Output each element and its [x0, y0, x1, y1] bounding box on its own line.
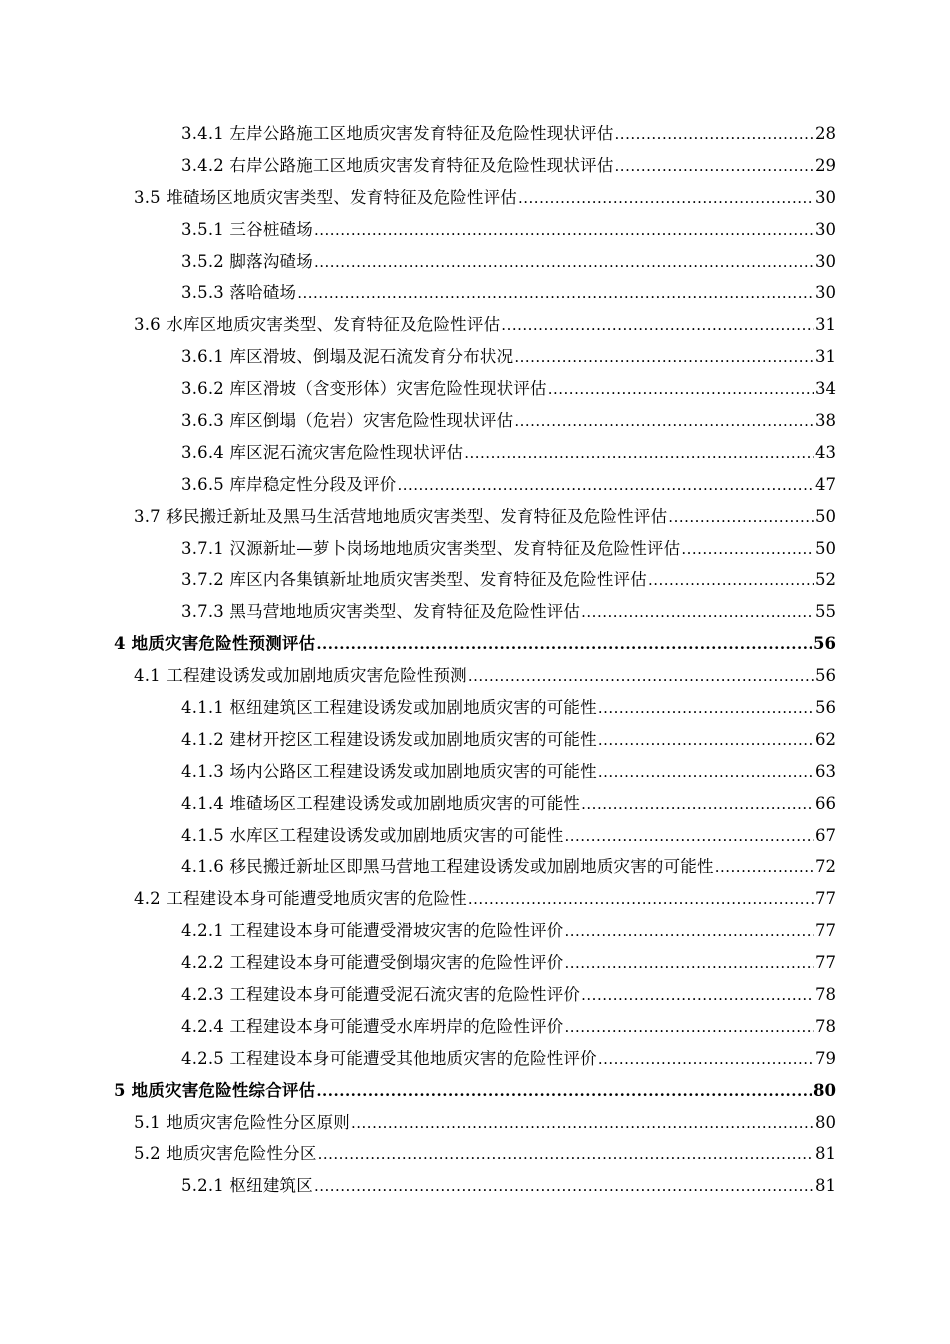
- toc-entry-line: [181, 694, 836, 718]
- toc-page-number: 80: [815, 1112, 836, 1132]
- toc-page-number: 38: [815, 410, 836, 430]
- toc-entry-line: [181, 152, 836, 176]
- toc-dot-leader: [314, 221, 814, 239]
- toc-entry[interactable]: [0, 786, 950, 818]
- toc-entry-line: [181, 853, 836, 877]
- toc-entry[interactable]: [0, 818, 950, 850]
- toc-entry-line: [114, 1077, 836, 1101]
- toc-page-number: 67: [815, 825, 836, 845]
- toc-entry[interactable]: [0, 244, 950, 276]
- toc-entry-title: 5.2.1 枢纽建筑区: [181, 1176, 313, 1196]
- toc-entry-line: [181, 949, 836, 973]
- toc-entry-title: 3.6 水库区地质灾害类型、发育特征及危险性评估: [134, 315, 501, 335]
- toc-entry[interactable]: [0, 690, 950, 722]
- toc-page-number: 80: [813, 1080, 836, 1100]
- toc-dot-leader: [351, 1114, 814, 1132]
- table-of-contents: [0, 116, 950, 1200]
- toc-dot-leader: [514, 412, 814, 430]
- toc-entry[interactable]: [0, 1105, 950, 1137]
- toc-entry-title: 4.2.3 工程建设本身可能遭受泥石流灾害的危险性评价: [181, 984, 581, 1004]
- toc-dot-leader: [564, 827, 814, 845]
- toc-page-number: 31: [815, 347, 836, 367]
- toc-entry-line: [181, 822, 836, 846]
- toc-page-number: 30: [815, 219, 836, 239]
- toc-entry-title: 3.6.5 库岸稳定性分段及评价: [181, 474, 397, 494]
- toc-entry-title: 3.5.2 脚落沟碴场: [181, 251, 313, 271]
- toc-entry-title: 3.4.2 右岸公路施工区地质灾害发育特征及危险性现状评估: [181, 155, 614, 175]
- toc-page-number: 78: [815, 984, 836, 1004]
- toc-entry-line: [181, 1172, 836, 1196]
- toc-dot-leader: [681, 540, 814, 558]
- toc-entry-title: 3.6.3 库区倒塌（危岩）灾害危险性现状评估: [181, 410, 514, 430]
- toc-entry[interactable]: [0, 754, 950, 786]
- toc-dot-leader: [468, 890, 814, 908]
- toc-entry-line: [181, 216, 836, 240]
- toc-dot-leader: [598, 763, 814, 781]
- toc-entry-title: 3.7.3 黑马营地地质灾害类型、发育特征及危险性评估: [181, 602, 581, 622]
- toc-dot-leader: [564, 1018, 814, 1036]
- toc-entry[interactable]: [0, 339, 950, 371]
- toc-dot-leader: [316, 635, 812, 653]
- toc-entry-line: [181, 598, 836, 622]
- toc-entry-line: [181, 1013, 836, 1037]
- toc-entry[interactable]: [0, 499, 950, 531]
- toc-entry-line: [181, 917, 836, 941]
- toc-entry[interactable]: [0, 881, 950, 913]
- toc-entry[interactable]: [0, 403, 950, 435]
- toc-page-number: 28: [815, 123, 836, 143]
- toc-entry[interactable]: [0, 1137, 950, 1169]
- toc-entry-line: [181, 407, 836, 431]
- toc-entry-line: [181, 726, 836, 750]
- toc-entry-line: [181, 343, 836, 367]
- toc-entry-title: 3.6.4 库区泥石流灾害危险性现状评估: [181, 442, 464, 462]
- toc-entry-line: [114, 630, 836, 654]
- toc-page-number: 50: [815, 538, 836, 558]
- toc-entry-title: 4.2 工程建设本身可能遭受地质灾害的危险性: [134, 889, 467, 909]
- toc-entry-title: 3.5 堆碴场区地质灾害类型、发育特征及危险性评估: [134, 187, 517, 207]
- toc-entry[interactable]: [0, 531, 950, 563]
- toc-entry[interactable]: [0, 180, 950, 212]
- toc-entry[interactable]: [0, 1073, 950, 1105]
- toc-page-number: 78: [815, 1016, 836, 1036]
- toc-dot-leader: [397, 476, 814, 494]
- toc-entry-title: 4.1 工程建设诱发或加剧地质灾害危险性预测: [134, 666, 467, 686]
- toc-entry-line: [181, 439, 836, 463]
- toc-entry-line: [181, 566, 836, 590]
- toc-dot-leader: [648, 571, 814, 589]
- toc-entry[interactable]: [0, 435, 950, 467]
- toc-entry-title: 3.5.1 三谷桩碴场: [181, 219, 313, 239]
- toc-entry[interactable]: [0, 212, 950, 244]
- toc-dot-leader: [314, 253, 814, 271]
- toc-entry-line: [134, 885, 836, 909]
- toc-entry-title: 4.2.1 工程建设本身可能遭受滑坡灾害的危险性评价: [181, 921, 564, 941]
- toc-page-number: 66: [815, 793, 836, 813]
- toc-entry-title: 4.1.5 水库区工程建设诱发或加剧地质灾害的可能性: [181, 825, 564, 845]
- toc-entry-title: 4.1.4 堆碴场区工程建设诱发或加剧地质灾害的可能性: [181, 793, 581, 813]
- toc-entry-title: 3.7 移民搬迁新址及黑马生活营地地质灾害类型、发育特征及危险性评估: [134, 506, 668, 526]
- toc-page-number: 30: [815, 283, 836, 303]
- toc-entry-line: [134, 503, 836, 527]
- toc-page-number: 52: [815, 570, 836, 590]
- toc-entry[interactable]: [0, 626, 950, 658]
- toc-dot-leader: [297, 284, 814, 302]
- toc-page-number: 43: [815, 442, 836, 462]
- toc-page-number: 31: [815, 315, 836, 335]
- toc-entry[interactable]: [0, 658, 950, 690]
- toc-entry[interactable]: [0, 945, 950, 977]
- toc-entry-title: 5.1 地质灾害危险性分区原则: [134, 1112, 350, 1132]
- toc-entry-line: [181, 279, 836, 303]
- toc-dot-leader: [598, 1050, 814, 1068]
- toc-entry-line: [181, 120, 836, 144]
- toc-page-number: 56: [815, 666, 836, 686]
- toc-entry-line: [181, 790, 836, 814]
- toc-entry-title: 3.7.2 库区内各集镇新址地质灾害类型、发育特征及危险性评估: [181, 570, 647, 590]
- toc-entry-title: 3.6.2 库区滑坡（含变形体）灾害危险性现状评估: [181, 379, 547, 399]
- toc-entry[interactable]: [0, 116, 950, 148]
- toc-dot-leader: [314, 1177, 814, 1195]
- toc-entry-line: [134, 1109, 836, 1133]
- toc-entry[interactable]: [0, 977, 950, 1009]
- toc-page-number: 72: [815, 857, 836, 877]
- toc-dot-leader: [548, 380, 814, 398]
- toc-dot-leader: [615, 157, 814, 175]
- toc-page-number: 29: [815, 155, 836, 175]
- toc-dot-leader: [564, 922, 814, 940]
- toc-entry[interactable]: [0, 307, 950, 339]
- toc-entry[interactable]: [0, 371, 950, 403]
- toc-entry-line: [181, 471, 836, 495]
- toc-page-number: 77: [815, 953, 836, 973]
- toc-entry-title: 4.1.2 建材开挖区工程建设诱发或加剧地质灾害的可能性: [181, 729, 597, 749]
- toc-entry[interactable]: [0, 1168, 950, 1200]
- toc-entry-line: [134, 662, 836, 686]
- toc-page-number: 56: [815, 697, 836, 717]
- toc-dot-leader: [598, 699, 814, 717]
- toc-entry[interactable]: [0, 562, 950, 594]
- toc-page-number: 34: [815, 379, 836, 399]
- toc-entry[interactable]: [0, 913, 950, 945]
- toc-page-number: 50: [815, 506, 836, 526]
- toc-entry-title: 5 地质灾害危险性综合评估: [114, 1080, 316, 1100]
- toc-entry-line: [181, 535, 836, 559]
- toc-dot-leader: [581, 795, 814, 813]
- toc-page-number: 77: [815, 921, 836, 941]
- toc-entry-line: [134, 184, 836, 208]
- toc-entry-line: [181, 981, 836, 1005]
- toc-entry-title: 4.1.1 枢纽建筑区工程建设诱发或加剧地质灾害的可能性: [181, 697, 597, 717]
- toc-page-number: 47: [815, 474, 836, 494]
- toc-page-number: 56: [813, 634, 836, 654]
- toc-entry[interactable]: [0, 1009, 950, 1041]
- toc-entry-title: 5.2 地质灾害危险性分区: [134, 1144, 317, 1164]
- toc-page-number: 30: [815, 187, 836, 207]
- toc-entry-title: 4.1.6 移民搬迁新址区即黑马营地工程建设诱发或加剧地质灾害的可能性: [181, 857, 714, 877]
- toc-dot-leader: [581, 986, 814, 1004]
- toc-entry[interactable]: [0, 467, 950, 499]
- toc-dot-leader: [316, 1082, 812, 1100]
- toc-entry-title: 4.1.3 场内公路区工程建设诱发或加剧地质灾害的可能性: [181, 761, 597, 781]
- toc-dot-leader: [581, 603, 814, 621]
- toc-dot-leader: [518, 189, 814, 207]
- toc-entry-line: [181, 375, 836, 399]
- toc-dot-leader: [514, 348, 814, 366]
- toc-page-number: 81: [815, 1144, 836, 1164]
- toc-page-number: 62: [815, 729, 836, 749]
- toc-dot-leader: [318, 1145, 814, 1163]
- toc-entry-title: 4.2.4 工程建设本身可能遭受水库坍岸的危险性评价: [181, 1016, 564, 1036]
- toc-entry[interactable]: [0, 275, 950, 307]
- toc-dot-leader: [668, 508, 814, 526]
- toc-entry-line: [181, 1045, 836, 1069]
- toc-entry-title: 3.6.1 库区滑坡、倒塌及泥石流发育分布状况: [181, 347, 514, 367]
- toc-entry[interactable]: [0, 594, 950, 626]
- toc-entry[interactable]: [0, 849, 950, 881]
- toc-entry-line: [181, 248, 836, 272]
- toc-entry-title: 3.5.3 落哈碴场: [181, 283, 297, 303]
- toc-dot-leader: [501, 316, 814, 334]
- toc-entry-title: 3.7.1 汉源新址—萝卜岗场地地质灾害类型、发育特征及危险性评估: [181, 538, 681, 558]
- toc-page-number: 81: [815, 1176, 836, 1196]
- toc-dot-leader: [468, 667, 814, 685]
- toc-dot-leader: [464, 444, 814, 462]
- toc-dot-leader: [564, 954, 814, 972]
- toc-entry[interactable]: [0, 148, 950, 180]
- toc-page-number: 30: [815, 251, 836, 271]
- toc-entry-title: 3.4.1 左岸公路施工区地质灾害发育特征及危险性现状评估: [181, 123, 614, 143]
- toc-entry-title: 4.2.2 工程建设本身可能遭受倒塌灾害的危险性评价: [181, 953, 564, 973]
- toc-page-number: 77: [815, 889, 836, 909]
- toc-page-number: 79: [815, 1048, 836, 1068]
- toc-page-number: 55: [815, 602, 836, 622]
- toc-dot-leader: [715, 858, 814, 876]
- toc-entry-line: [134, 311, 836, 335]
- toc-entry-line: [181, 758, 836, 782]
- toc-dot-leader: [615, 125, 814, 143]
- toc-entry-title: 4 地质灾害危险性预测评估: [114, 634, 316, 654]
- toc-page-number: 63: [815, 761, 836, 781]
- toc-dot-leader: [598, 731, 814, 749]
- toc-entry-line: [134, 1140, 836, 1164]
- toc-entry[interactable]: [0, 1041, 950, 1073]
- toc-entry-title: 4.2.5 工程建设本身可能遭受其他地质灾害的危险性评价: [181, 1048, 597, 1068]
- toc-entry[interactable]: [0, 722, 950, 754]
